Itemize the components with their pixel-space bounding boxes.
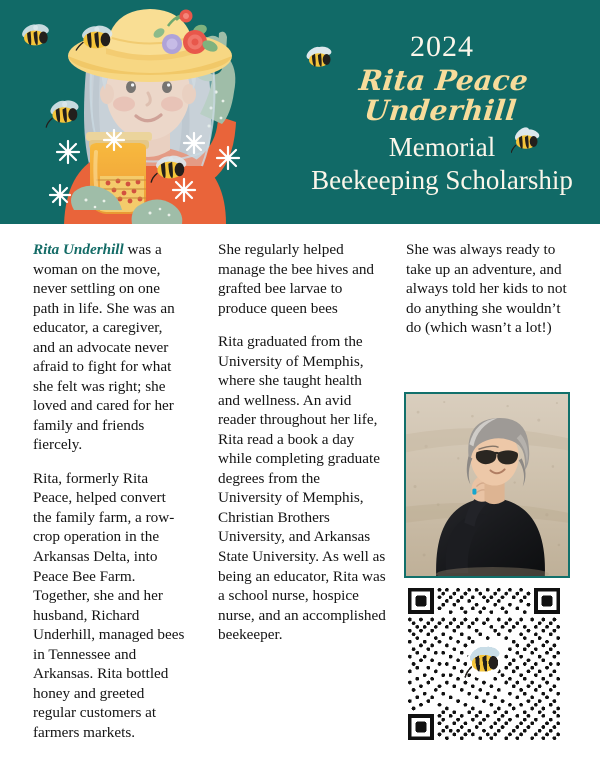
column1-paragraph-1-rest: was a woman on the move, never settling on one path in life. She was an educator, a caregiver, and an advocate never afraid to fight for what she felt was right; she loved and cared for her family and friends fiercely.	[33, 241, 175, 454]
text-column-1	[33, 240, 185, 742]
beekeeper-woman-illustration	[0, 0, 300, 224]
qr-code-with-bee-logo[interactable]	[408, 588, 560, 740]
header-title-block	[292, 32, 592, 195]
poster-header	[0, 0, 600, 224]
text-column-3	[406, 240, 570, 338]
column1-paragraph-2: Rita, formerly Rita Peace, helped convert the family farm, a row-crop operation in the Arkansas Delta, into Peace Bee Farm. Together, she and her husband, Richard Underhill, managed bees in Tennessee and Arkansas. Rita bottled honey and greeted regular customers at farmers markets.	[33, 469, 185, 741]
memorial-line: Memorial	[388, 132, 496, 163]
qr-code-image[interactable]	[408, 588, 560, 740]
column2-paragraph-2: Rita graduated from the University of Memphis, where she taught health and wellness. An avid reader throughout her life, Rita read a book a day while completing graduate degrees from the University of Memphis, Christian Brothers University, and Arkansas State University. As well as being an educator, Rita was a school nurse, hospice nurse, and an accomplished beekeeper.	[218, 333, 386, 644]
column1-paragraph-1	[33, 240, 185, 455]
year-label: 2024	[410, 30, 474, 63]
column2-paragraph-1: She regularly helped manage the bee hives and grafted bee larvae to produce queen bees	[218, 241, 375, 317]
scholarship-line: Beekeeping Scholarship	[311, 164, 573, 195]
text-column-2	[218, 240, 386, 645]
lead-name: Rita Underhill	[33, 241, 124, 258]
photo-image	[406, 394, 568, 576]
rita-underhill-photo	[404, 392, 570, 578]
scholarship-name-script: Rita Peace Underhill	[357, 64, 530, 128]
column3-paragraph-1: She was always ready to take up an adventure, and always told her kids to not do anything she wouldn’t do (which wasn’t a lot!)	[406, 241, 567, 337]
